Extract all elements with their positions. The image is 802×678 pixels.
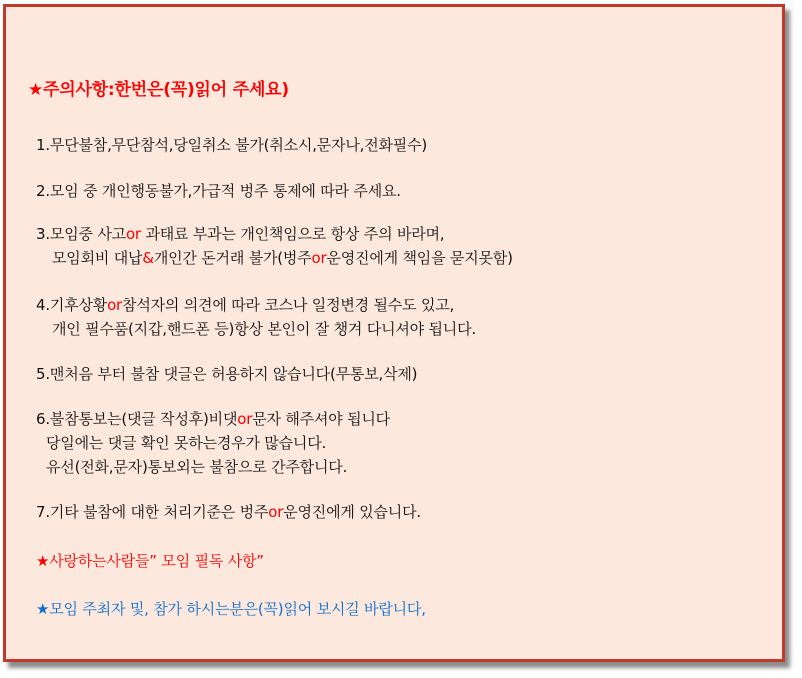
must-read-notice: ★사랑하는사람들” 모임 필독 사항” xyxy=(36,552,264,570)
rule-4-line-2 xyxy=(52,318,476,339)
rule-3-or-2: or xyxy=(311,249,327,267)
rule-2-text: 2.모임 중 개인행동불가,가급적 벙주 통제에 따라 주세요. xyxy=(36,182,401,200)
rule-1 xyxy=(36,134,427,155)
rule-6-text-b: 문자 해주셔야 됩니다 xyxy=(252,410,390,428)
rule-6-line-2 xyxy=(46,432,326,453)
rule-3-text-a: 3.모임중 사고 xyxy=(36,225,126,243)
rule-4-text-c: 개인 필수품(지갑,핸드폰 등)항상 본인이 잘 챙겨 다니셔야 됩니다. xyxy=(52,320,476,338)
rule-3-text-b: 과태료 부과는 개인책임으로 항상 주의 바라며, xyxy=(140,225,445,243)
rule-7-text-a: 7.기타 불참에 대한 처리기준은 벙주 xyxy=(36,503,269,521)
rule-3-or: or xyxy=(125,225,141,243)
rule-7-text-b: 운영진에게 있습니다. xyxy=(283,503,421,521)
rule-6-line-3 xyxy=(46,456,347,477)
rule-3-text-c: 모임회비 대납 xyxy=(52,249,143,267)
rule-4-line-1 xyxy=(36,294,454,315)
rule-4-text-b: 참석자의 의견에 따라 코스나 일정변경 될수도 있고, xyxy=(122,296,455,314)
notice-content xyxy=(6,7,782,659)
rule-3-line-1 xyxy=(36,223,444,244)
rule-1-text: 1.무단불참,무단참석,당일취소 불가(취소시,문자나,전화필수) xyxy=(36,136,428,154)
notice-title: ★주의사항:한번은(꼭)읽어 주세요) xyxy=(28,80,289,100)
rule-4-or: or xyxy=(107,296,123,314)
rule-4-text-a: 4.기후상황 xyxy=(36,296,108,314)
rule-5-text: 5.맨처음 부터 불참 댓글은 허용하지 않습니다(무통보,삭제) xyxy=(36,365,418,383)
rule-7-or: or xyxy=(268,503,284,521)
rule-6-or: or xyxy=(237,410,253,428)
rule-3-line-2 xyxy=(52,247,513,268)
rule-6-text-c: 당일에는 댓글 확인 못하는경우가 많습니다. xyxy=(46,434,327,452)
rule-5 xyxy=(36,363,417,384)
rule-2 xyxy=(36,180,401,201)
rule-6-text-a: 6.불참통보는(댓글 작성후)비댓 xyxy=(36,410,238,428)
rule-3-text-e: 운영진에게 책임을 묻지못함) xyxy=(326,249,513,267)
notice-frame xyxy=(3,4,785,662)
rule-7 xyxy=(36,501,421,522)
rule-6-line-1 xyxy=(36,408,390,429)
closing-notice: ★모임 주최자 및, 참가 하시는분은(꼭)읽어 보시길 바랍니다, xyxy=(36,600,426,618)
rule-6-text-d: 유선(전화,문자)통보외는 불참으로 간주합니다. xyxy=(46,458,348,476)
rule-3-text-d: 개인간 돈거래 불가(벙주 xyxy=(153,249,312,267)
rule-3-ampersand: & xyxy=(142,249,154,267)
